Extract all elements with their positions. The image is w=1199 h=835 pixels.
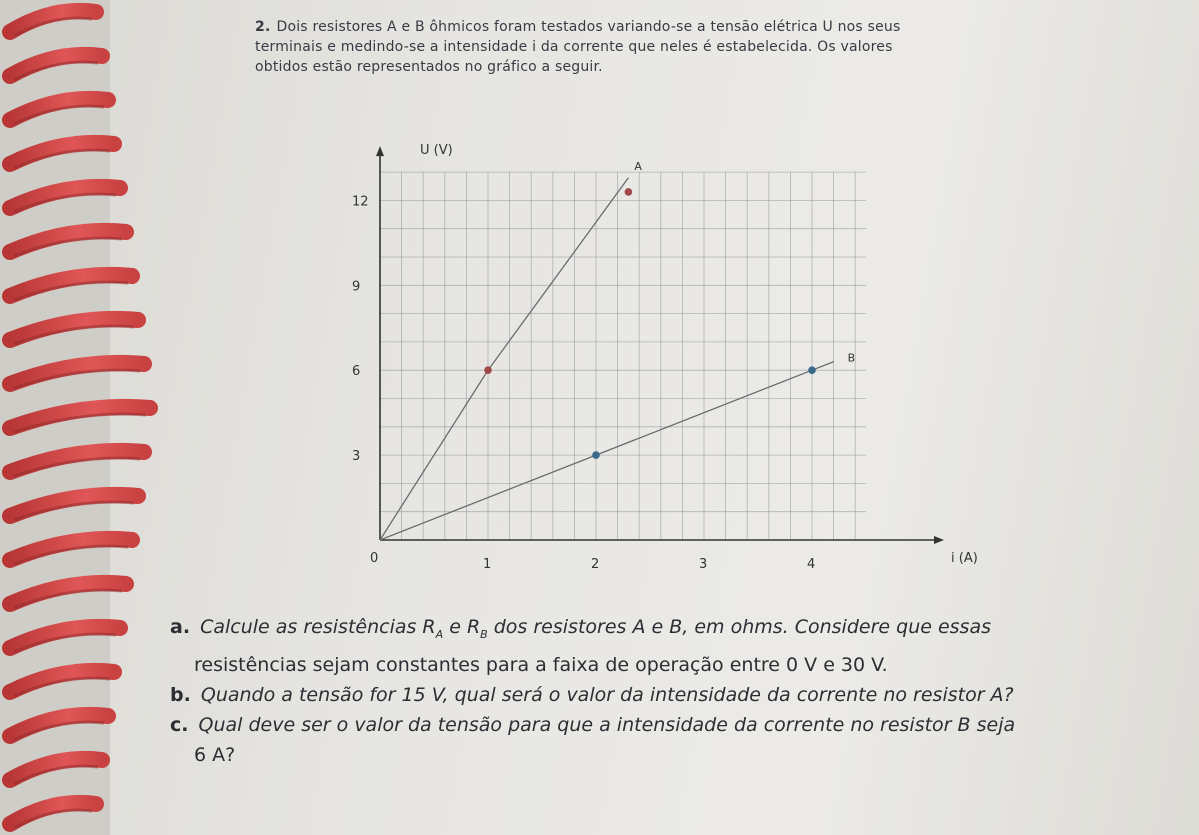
sub-text-c: Qual deve ser o valor da tensão para que a intensidade da corrente no resistor B seja: [198, 713, 1016, 736]
sub-letter-a: a.: [170, 616, 191, 638]
y-tick-label: 9: [352, 279, 361, 295]
series-label-b: B: [847, 351, 856, 365]
sub-question-b: [170, 680, 1190, 710]
sub-question-a: [170, 612, 1190, 680]
data-point-b: [592, 451, 600, 459]
graph-axes: [376, 146, 944, 544]
sub-text-a-line2: resistências sejam constantes para a faixa de operação entre 0 V e 30 V.: [194, 653, 888, 676]
data-point-b: [808, 366, 816, 374]
x-tick-label: 4: [807, 557, 816, 572]
data-point-a: [484, 366, 492, 374]
sub-text-a-3: dos resistores A e B, em ohms. Considere que essas: [487, 616, 991, 638]
series-line-b: [380, 362, 834, 540]
question-header: [255, 17, 1135, 77]
x-tick-label: 2: [591, 557, 600, 572]
sub-letter-b: b.: [170, 683, 191, 706]
question-number: 2.: [255, 19, 271, 35]
x-tick-label: 3: [699, 557, 708, 572]
x-tick-label: 1: [483, 557, 492, 572]
y-tick-label: 3: [352, 449, 361, 465]
series-label-a: A: [634, 159, 642, 173]
sub-questions: [170, 612, 1190, 770]
sub-script-b: B: [480, 627, 488, 641]
x-axis-arrow: [934, 536, 944, 544]
sub-question-c: [170, 710, 1190, 770]
y-axis-arrow: [376, 146, 384, 156]
y-tick-label: 12: [352, 194, 369, 210]
series-line-a: [380, 178, 628, 540]
graph-series: [380, 178, 834, 540]
spiral-binding: [0, 0, 190, 835]
sub-text-b: Quando a tensão for 15 V, qual será o valor da intensidade da corrente no resistor A?: [200, 683, 1014, 706]
graph-grid: [380, 172, 866, 540]
sub-script-a: A: [435, 627, 444, 641]
y-axis-label: U (V): [420, 143, 453, 159]
graph: [330, 95, 1000, 595]
sub-letter-c: c.: [170, 713, 189, 736]
data-point-a: [625, 188, 633, 196]
sub-text-a-1: Calcule as resistências R: [200, 616, 436, 638]
origin-label: 0: [370, 551, 379, 566]
sub-text-a-2: e R: [443, 616, 481, 638]
sub-text-c-line2: 6 A?: [194, 743, 236, 766]
question-text: Dois resistores A e B ôhmicos foram testados variando-se a tensão elétrica U nos seus terminais e medindo-se a intensidade i da corrente que neles é estabelecida. Os valores obtidos estão representados no gráfico a seguir.: [255, 19, 901, 75]
graph-labels: [352, 143, 978, 572]
y-tick-label: 6: [352, 364, 361, 380]
x-axis-label: i (A): [951, 551, 978, 566]
